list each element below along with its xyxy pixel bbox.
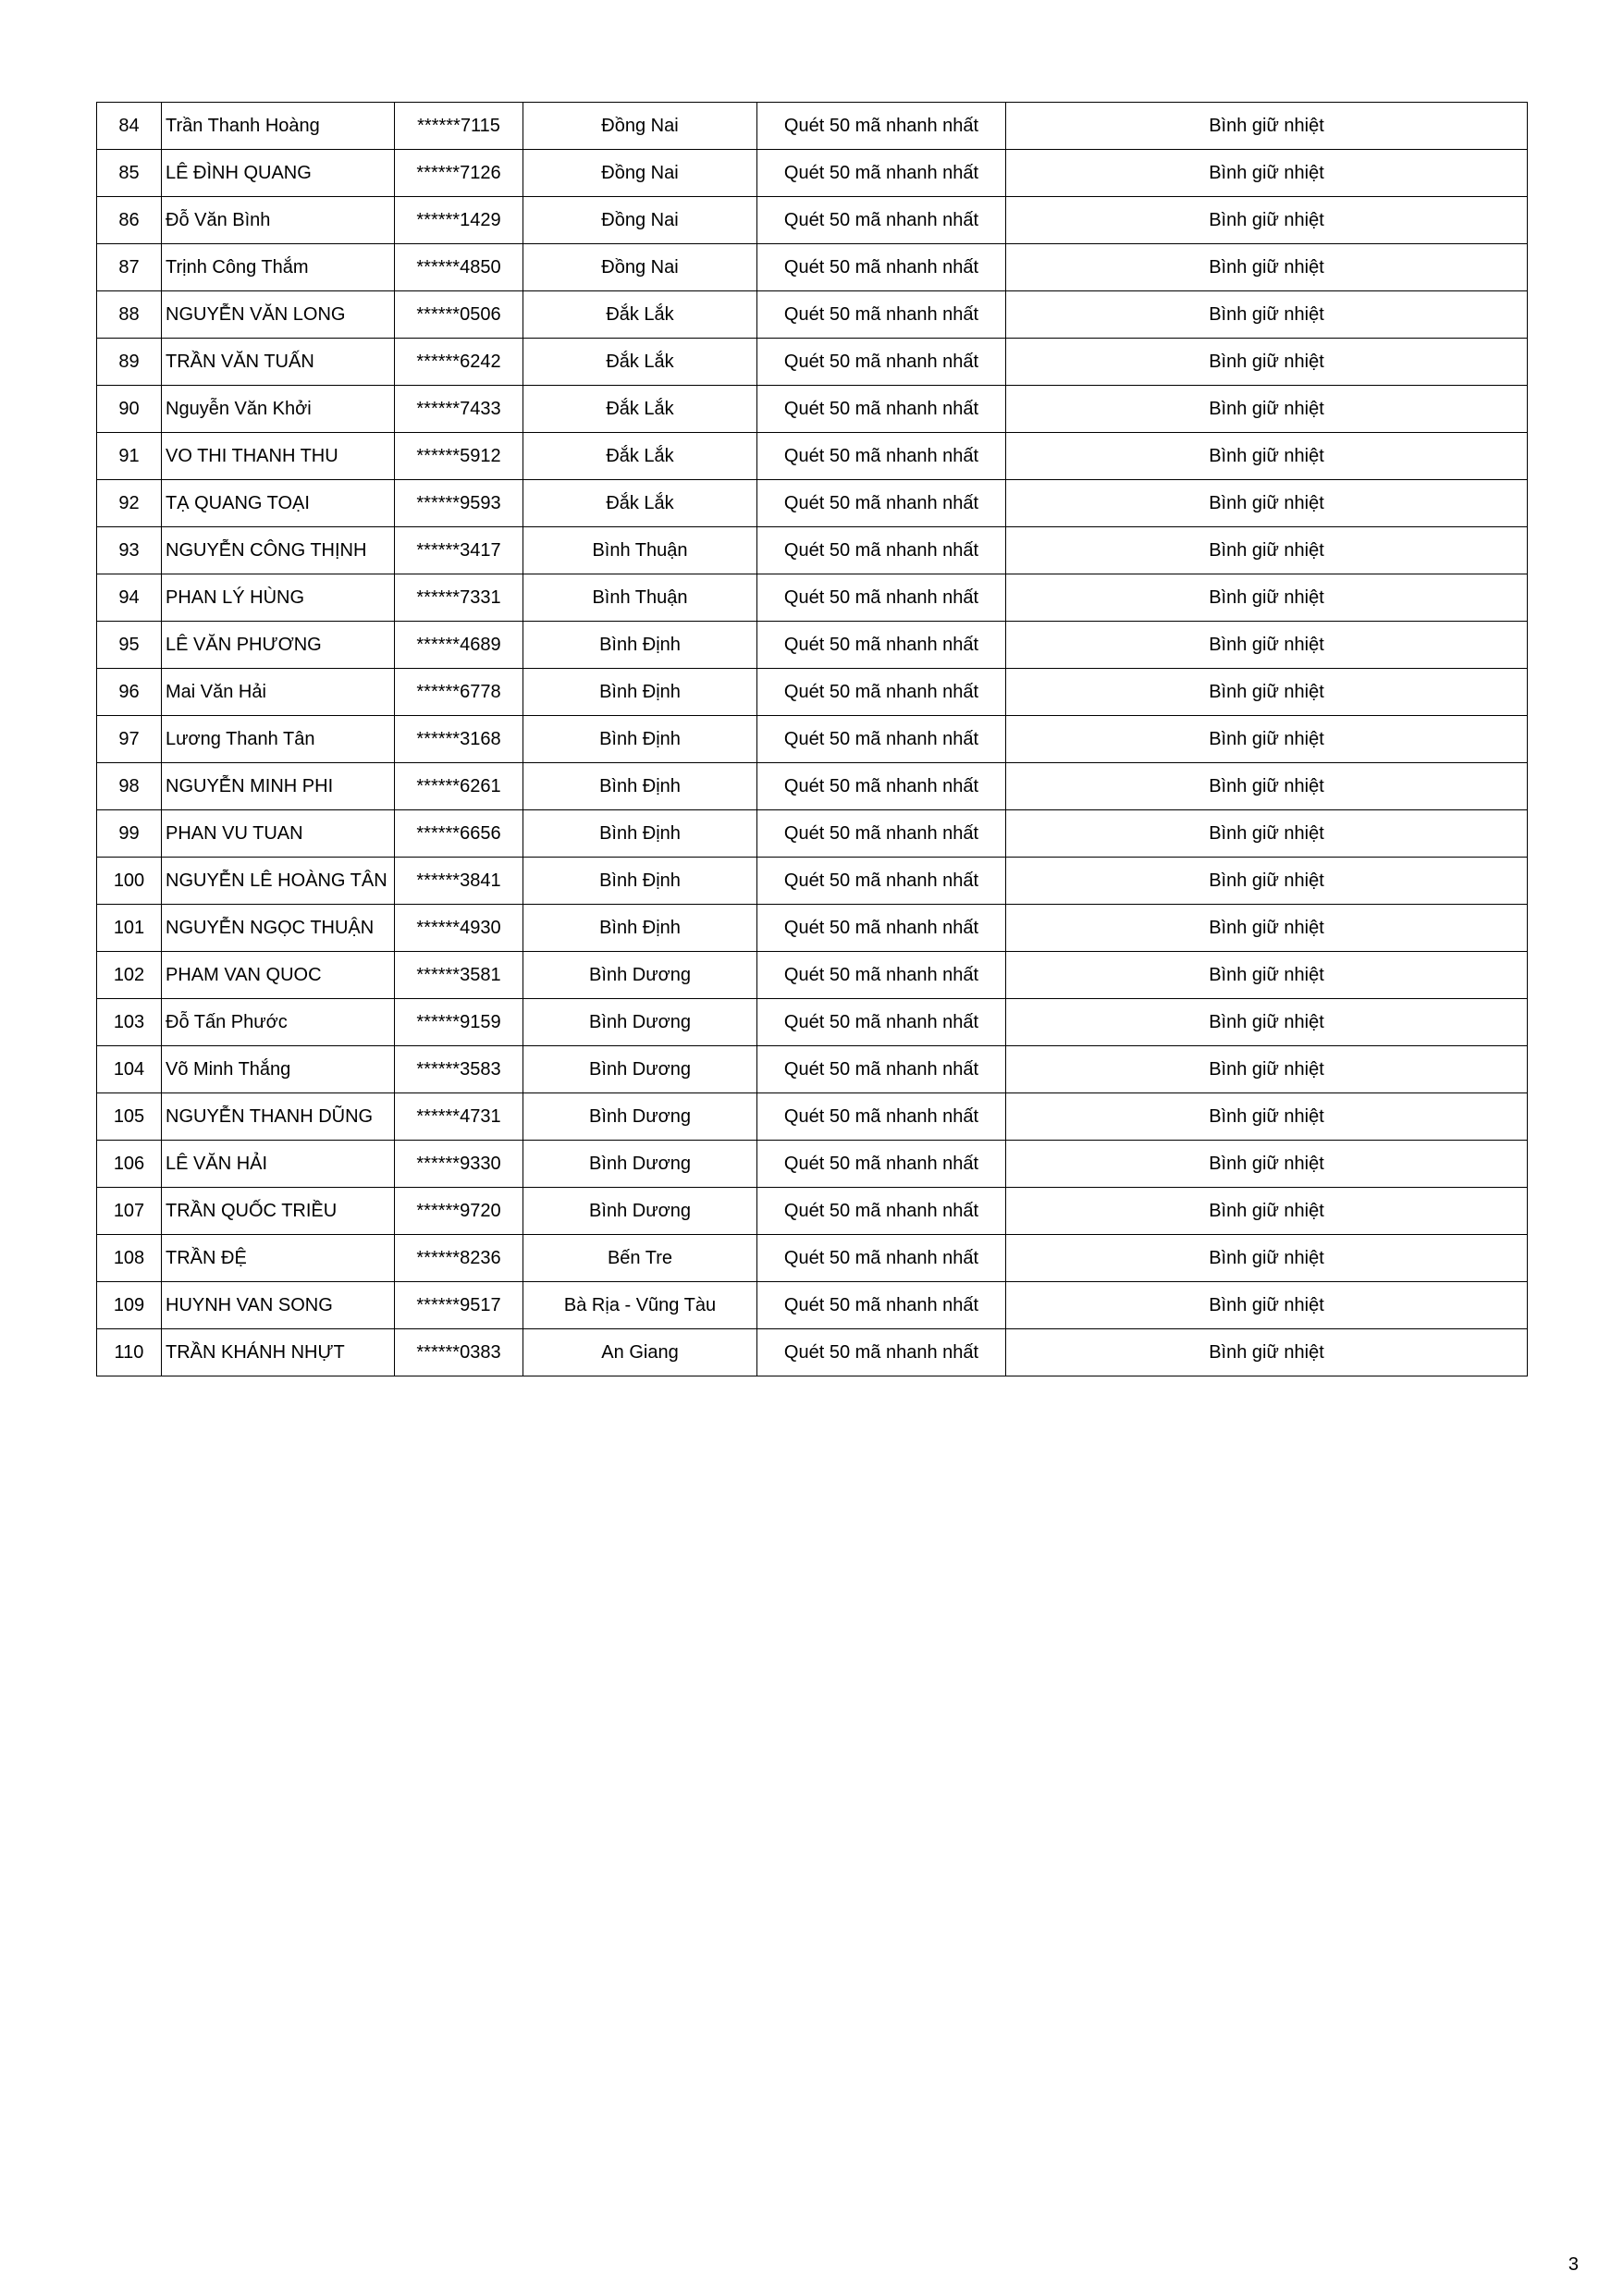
prize-category-cell: Quét 50 mã nhanh nhất: [757, 339, 1006, 386]
row-number-cell: 93: [97, 527, 162, 574]
row-number-cell: 105: [97, 1093, 162, 1141]
prize-category-cell: Quét 50 mã nhanh nhất: [757, 999, 1006, 1046]
row-number-cell: 110: [97, 1329, 162, 1376]
gift-cell: Bình giữ nhiệt: [1006, 810, 1528, 858]
prize-category-cell: Quét 50 mã nhanh nhất: [757, 1188, 1006, 1235]
masked-phone-cell: ******4731: [395, 1093, 523, 1141]
winner-name-cell: TRẦN KHÁNH NHỰT: [162, 1329, 395, 1376]
table-row: [97, 291, 1528, 339]
gift-cell: Bình giữ nhiệt: [1006, 763, 1528, 810]
masked-phone-cell: ******4930: [395, 905, 523, 952]
masked-phone-cell: ******9517: [395, 1282, 523, 1329]
table-row: [97, 1282, 1528, 1329]
gift-cell: Bình giữ nhiệt: [1006, 1282, 1528, 1329]
masked-phone-cell: ******6242: [395, 339, 523, 386]
row-number-cell: 85: [97, 150, 162, 197]
masked-phone-cell: ******4850: [395, 244, 523, 291]
gift-cell: Bình giữ nhiệt: [1006, 952, 1528, 999]
gift-cell: Bình giữ nhiệt: [1006, 527, 1528, 574]
table-row: [97, 622, 1528, 669]
table-row: [97, 150, 1528, 197]
prize-category-cell: Quét 50 mã nhanh nhất: [757, 574, 1006, 622]
prize-category-cell: Quét 50 mã nhanh nhất: [757, 716, 1006, 763]
prize-category-cell: Quét 50 mã nhanh nhất: [757, 669, 1006, 716]
winner-name-cell: TRẦN VĂN TUẤN: [162, 339, 395, 386]
table-row: [97, 1141, 1528, 1188]
gift-cell: Bình giữ nhiệt: [1006, 103, 1528, 150]
province-cell: An Giang: [523, 1329, 757, 1376]
winner-name-cell: TRẦN ĐỆ: [162, 1235, 395, 1282]
prize-category-cell: Quét 50 mã nhanh nhất: [757, 1141, 1006, 1188]
prize-category-cell: Quét 50 mã nhanh nhất: [757, 480, 1006, 527]
row-number-cell: 97: [97, 716, 162, 763]
prize-category-cell: Quét 50 mã nhanh nhất: [757, 1093, 1006, 1141]
gift-cell: Bình giữ nhiệt: [1006, 999, 1528, 1046]
row-number-cell: 109: [97, 1282, 162, 1329]
row-number-cell: 96: [97, 669, 162, 716]
row-number-cell: 94: [97, 574, 162, 622]
row-number-cell: 107: [97, 1188, 162, 1235]
page-number: 3: [1568, 2254, 1579, 2275]
gift-cell: Bình giữ nhiệt: [1006, 339, 1528, 386]
prize-category-cell: Quét 50 mã nhanh nhất: [757, 905, 1006, 952]
masked-phone-cell: ******7331: [395, 574, 523, 622]
table-row: [97, 244, 1528, 291]
row-number-cell: 90: [97, 386, 162, 433]
gift-cell: Bình giữ nhiệt: [1006, 716, 1528, 763]
masked-phone-cell: ******3581: [395, 952, 523, 999]
prize-category-cell: Quét 50 mã nhanh nhất: [757, 622, 1006, 669]
table-row: [97, 1188, 1528, 1235]
province-cell: Bình Dương: [523, 1046, 757, 1093]
winner-name-cell: Võ Minh Thắng: [162, 1046, 395, 1093]
winner-name-cell: Trần Thanh Hoàng: [162, 103, 395, 150]
masked-phone-cell: ******8236: [395, 1235, 523, 1282]
row-number-cell: 95: [97, 622, 162, 669]
table-row: [97, 480, 1528, 527]
winner-name-cell: HUYNH VAN SONG: [162, 1282, 395, 1329]
row-number-cell: 99: [97, 810, 162, 858]
masked-phone-cell: ******7115: [395, 103, 523, 150]
gift-cell: Bình giữ nhiệt: [1006, 433, 1528, 480]
province-cell: Bến Tre: [523, 1235, 757, 1282]
row-number-cell: 89: [97, 339, 162, 386]
row-number-cell: 86: [97, 197, 162, 244]
prize-category-cell: Quét 50 mã nhanh nhất: [757, 527, 1006, 574]
row-number-cell: 106: [97, 1141, 162, 1188]
row-number-cell: 104: [97, 1046, 162, 1093]
table-row: [97, 386, 1528, 433]
prize-category-cell: Quét 50 mã nhanh nhất: [757, 291, 1006, 339]
gift-cell: Bình giữ nhiệt: [1006, 858, 1528, 905]
province-cell: Bình Thuận: [523, 574, 757, 622]
row-number-cell: 103: [97, 999, 162, 1046]
table-row: [97, 574, 1528, 622]
province-cell: Bình Dương: [523, 999, 757, 1046]
gift-cell: Bình giữ nhiệt: [1006, 574, 1528, 622]
winner-name-cell: TẠ QUANG TOẠI: [162, 480, 395, 527]
province-cell: Đắk Lắk: [523, 433, 757, 480]
prize-category-cell: Quét 50 mã nhanh nhất: [757, 150, 1006, 197]
winner-name-cell: Trịnh Công Thắm: [162, 244, 395, 291]
winner-name-cell: Đỗ Văn Bình: [162, 197, 395, 244]
row-number-cell: 108: [97, 1235, 162, 1282]
row-number-cell: 91: [97, 433, 162, 480]
gift-cell: Bình giữ nhiệt: [1006, 291, 1528, 339]
row-number-cell: 98: [97, 763, 162, 810]
winners-table: [96, 102, 1528, 1376]
province-cell: Đồng Nai: [523, 103, 757, 150]
province-cell: Bình Định: [523, 810, 757, 858]
province-cell: Đắk Lắk: [523, 480, 757, 527]
winner-name-cell: LÊ ĐÌNH QUANG: [162, 150, 395, 197]
table-row: [97, 716, 1528, 763]
province-cell: Đồng Nai: [523, 150, 757, 197]
masked-phone-cell: ******3841: [395, 858, 523, 905]
winner-name-cell: PHAN VU TUAN: [162, 810, 395, 858]
gift-cell: Bình giữ nhiệt: [1006, 1046, 1528, 1093]
province-cell: Bình Dương: [523, 1141, 757, 1188]
table-row: [97, 1093, 1528, 1141]
table-row: [97, 999, 1528, 1046]
province-cell: Đồng Nai: [523, 197, 757, 244]
winner-name-cell: NGUYỄN THANH DŨNG: [162, 1093, 395, 1141]
winner-name-cell: NGUYỄN VĂN LONG: [162, 291, 395, 339]
winner-name-cell: Nguyễn Văn Khởi: [162, 386, 395, 433]
prize-category-cell: Quét 50 mã nhanh nhất: [757, 1046, 1006, 1093]
prize-category-cell: Quét 50 mã nhanh nhất: [757, 244, 1006, 291]
masked-phone-cell: ******6261: [395, 763, 523, 810]
masked-phone-cell: ******3583: [395, 1046, 523, 1093]
table-row: [97, 197, 1528, 244]
prize-category-cell: Quét 50 mã nhanh nhất: [757, 433, 1006, 480]
prize-category-cell: Quét 50 mã nhanh nhất: [757, 952, 1006, 999]
prize-category-cell: Quét 50 mã nhanh nhất: [757, 858, 1006, 905]
masked-phone-cell: ******9159: [395, 999, 523, 1046]
winner-name-cell: NGUYỄN NGỌC THUẬN: [162, 905, 395, 952]
table-row: [97, 810, 1528, 858]
winner-name-cell: NGUYỄN CÔNG THỊNH: [162, 527, 395, 574]
table-row: [97, 1329, 1528, 1376]
gift-cell: Bình giữ nhiệt: [1006, 150, 1528, 197]
prize-category-cell: Quét 50 mã nhanh nhất: [757, 810, 1006, 858]
masked-phone-cell: ******7433: [395, 386, 523, 433]
winner-name-cell: NGUYỄN LÊ HOÀNG TÂN: [162, 858, 395, 905]
masked-phone-cell: ******0506: [395, 291, 523, 339]
prize-category-cell: Quét 50 mã nhanh nhất: [757, 103, 1006, 150]
table-row: [97, 905, 1528, 952]
table-row: [97, 858, 1528, 905]
province-cell: Bà Rịa - Vũng Tàu: [523, 1282, 757, 1329]
gift-cell: Bình giữ nhiệt: [1006, 197, 1528, 244]
masked-phone-cell: ******4689: [395, 622, 523, 669]
prize-category-cell: Quét 50 mã nhanh nhất: [757, 386, 1006, 433]
winners-table-body: [97, 103, 1528, 1376]
table-row: [97, 952, 1528, 999]
province-cell: Bình Dương: [523, 1093, 757, 1141]
gift-cell: Bình giữ nhiệt: [1006, 622, 1528, 669]
province-cell: Bình Định: [523, 622, 757, 669]
masked-phone-cell: ******9330: [395, 1141, 523, 1188]
winner-name-cell: LÊ VĂN HẢI: [162, 1141, 395, 1188]
gift-cell: Bình giữ nhiệt: [1006, 1188, 1528, 1235]
gift-cell: Bình giữ nhiệt: [1006, 386, 1528, 433]
row-number-cell: 100: [97, 858, 162, 905]
winner-name-cell: Đỗ Tấn Phước: [162, 999, 395, 1046]
winner-name-cell: Lương Thanh Tân: [162, 716, 395, 763]
gift-cell: Bình giữ nhiệt: [1006, 669, 1528, 716]
masked-phone-cell: ******3417: [395, 527, 523, 574]
masked-phone-cell: ******9593: [395, 480, 523, 527]
table-row: [97, 669, 1528, 716]
table-row: [97, 339, 1528, 386]
row-number-cell: 92: [97, 480, 162, 527]
table-row: [97, 763, 1528, 810]
gift-cell: Bình giữ nhiệt: [1006, 905, 1528, 952]
province-cell: Đắk Lắk: [523, 386, 757, 433]
table-row: [97, 103, 1528, 150]
prize-category-cell: Quét 50 mã nhanh nhất: [757, 1329, 1006, 1376]
row-number-cell: 88: [97, 291, 162, 339]
row-number-cell: 102: [97, 952, 162, 999]
masked-phone-cell: ******3168: [395, 716, 523, 763]
winner-name-cell: PHAN LÝ HÙNG: [162, 574, 395, 622]
gift-cell: Bình giữ nhiệt: [1006, 480, 1528, 527]
prize-category-cell: Quét 50 mã nhanh nhất: [757, 1282, 1006, 1329]
masked-phone-cell: ******0383: [395, 1329, 523, 1376]
table-row: [97, 433, 1528, 480]
gift-cell: Bình giữ nhiệt: [1006, 244, 1528, 291]
province-cell: Bình Định: [523, 905, 757, 952]
gift-cell: Bình giữ nhiệt: [1006, 1235, 1528, 1282]
winner-name-cell: LÊ VĂN PHƯƠNG: [162, 622, 395, 669]
province-cell: Đồng Nai: [523, 244, 757, 291]
row-number-cell: 101: [97, 905, 162, 952]
prize-category-cell: Quét 50 mã nhanh nhất: [757, 1235, 1006, 1282]
winner-name-cell: PHAM VAN QUOC: [162, 952, 395, 999]
province-cell: Bình Định: [523, 858, 757, 905]
masked-phone-cell: ******7126: [395, 150, 523, 197]
prize-category-cell: Quét 50 mã nhanh nhất: [757, 197, 1006, 244]
gift-cell: Bình giữ nhiệt: [1006, 1093, 1528, 1141]
winner-name-cell: VO THI THANH THU: [162, 433, 395, 480]
province-cell: Đắk Lắk: [523, 291, 757, 339]
gift-cell: Bình giữ nhiệt: [1006, 1329, 1528, 1376]
province-cell: Bình Định: [523, 763, 757, 810]
gift-cell: Bình giữ nhiệt: [1006, 1141, 1528, 1188]
masked-phone-cell: ******9720: [395, 1188, 523, 1235]
province-cell: Bình Định: [523, 716, 757, 763]
row-number-cell: 84: [97, 103, 162, 150]
province-cell: Bình Dương: [523, 1188, 757, 1235]
province-cell: Bình Thuận: [523, 527, 757, 574]
row-number-cell: 87: [97, 244, 162, 291]
masked-phone-cell: ******6778: [395, 669, 523, 716]
masked-phone-cell: ******5912: [395, 433, 523, 480]
prize-category-cell: Quét 50 mã nhanh nhất: [757, 763, 1006, 810]
masked-phone-cell: ******6656: [395, 810, 523, 858]
table-row: [97, 1046, 1528, 1093]
winner-name-cell: Mai Văn Hải: [162, 669, 395, 716]
winner-name-cell: NGUYỄN MINH PHI: [162, 763, 395, 810]
province-cell: Đắk Lắk: [523, 339, 757, 386]
table-row: [97, 1235, 1528, 1282]
winner-name-cell: TRẦN QUỐC TRIỀU: [162, 1188, 395, 1235]
table-row: [97, 527, 1528, 574]
province-cell: Bình Định: [523, 669, 757, 716]
masked-phone-cell: ******1429: [395, 197, 523, 244]
province-cell: Bình Dương: [523, 952, 757, 999]
